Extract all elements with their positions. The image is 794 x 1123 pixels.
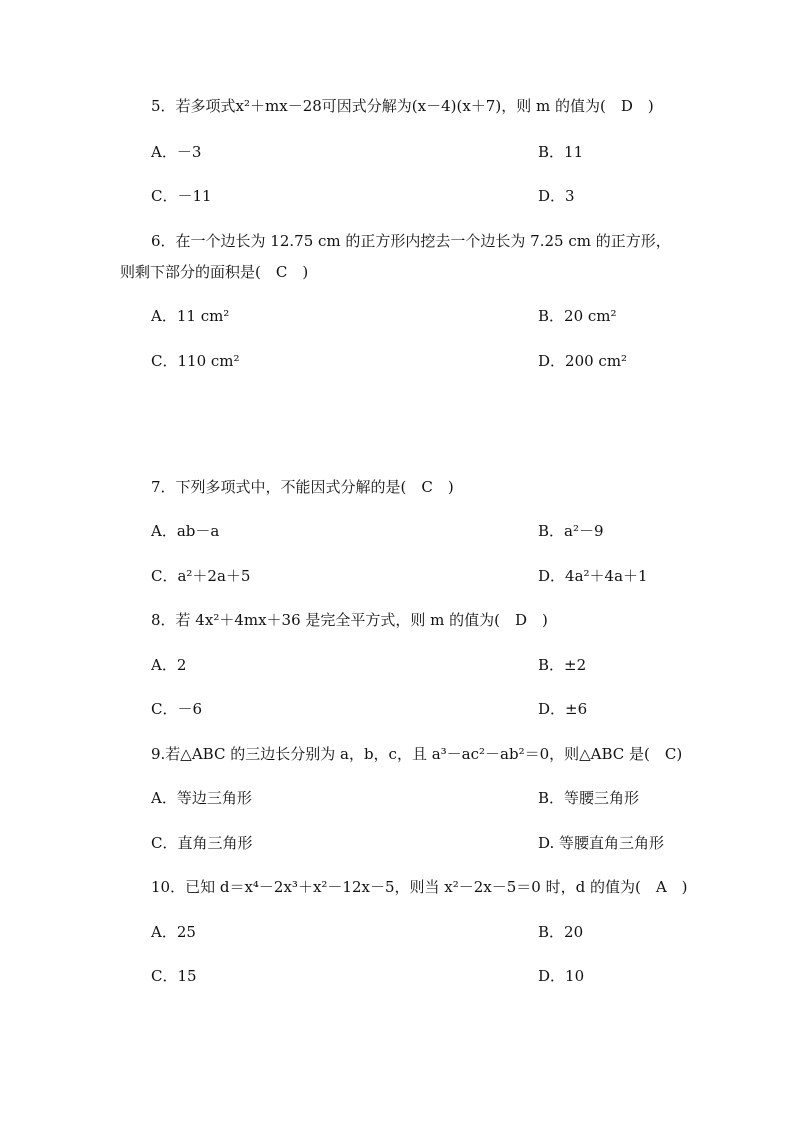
question-9-option-c: C．直角三角形 [151,834,253,852]
question-8-option-d: D．±6 [538,700,588,718]
question-7-option-a: A．ab－a [151,522,220,540]
question-6-option-d: D．200 cm² [538,352,628,370]
question-7-option-b: B．a²－9 [538,522,604,540]
question-5-text: 5．若多项式x²＋mx－28可因式分解为(x－4)(x＋7)，则 m 的值为( D ) [151,97,654,115]
question-8-option-b: B．±2 [538,656,587,674]
question-6-text-line1: 6．在一个边长为 12.75 cm 的正方形内挖去一个边长为 7.25 cm 的正方形， [151,232,671,250]
question-5-option-d: D．3 [538,187,575,205]
question-9-option-a: A．等边三角形 [151,789,252,807]
question-5-option-c: C．－11 [151,187,212,205]
question-10-option-c: C．15 [151,967,197,985]
question-6-text-line2: 则剩下部分的面积是( C ) [120,263,309,281]
question-8-text: 8．若 4x²＋4mx＋36 是完全平方式，则 m 的值为( D ) [151,611,548,629]
question-10-text: 10．已知 d＝x⁴－2x³＋x²－12x－5，则当 x²－2x－5＝0 时，d 的值为( A ) [151,878,688,896]
question-6-option-b: B．20 cm² [538,307,617,325]
question-10-option-d: D．10 [538,967,585,985]
question-9-option-b: B．等腰三角形 [538,789,640,807]
question-5-option-a: A．－3 [151,143,202,161]
question-6-option-c: C．110 cm² [151,352,240,370]
question-7-option-c: C．a²＋2a＋5 [151,567,251,585]
question-6-option-a: A．11 cm² [151,307,230,325]
question-7-option-d: D．4a²＋4a＋1 [538,567,648,585]
question-10-option-a: A．25 [151,923,196,941]
question-9-option-d: D. 等腰直角三角形 [538,834,665,852]
question-8-option-a: A．2 [151,656,187,674]
question-9-text: 9.若△ABC 的三边长分别为 a，b，c，且 a³－ac²－ab²＝0，则△ABC 是( C) [151,745,683,763]
question-5-option-b: B．11 [538,143,584,161]
question-8-option-c: C．－6 [151,700,203,718]
question-10-option-b: B．20 [538,923,584,941]
question-7-text: 7．下列多项式中，不能因式分解的是( C ) [151,478,454,496]
